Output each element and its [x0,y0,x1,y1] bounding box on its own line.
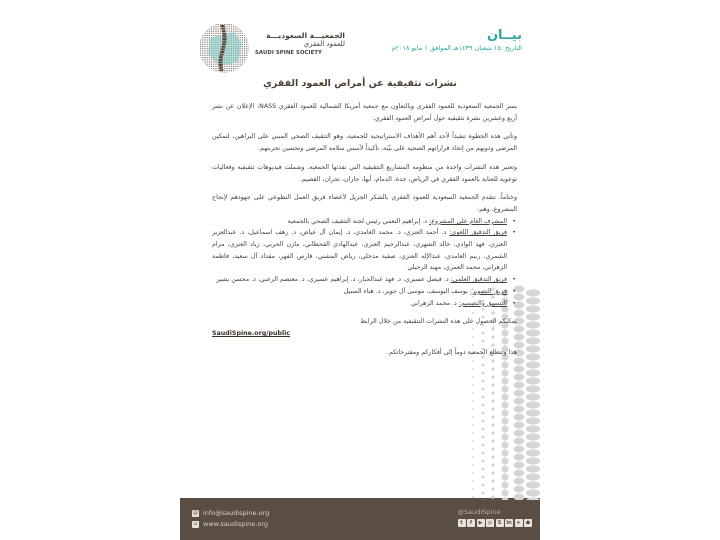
decorative-dot [501,385,508,392]
decorative-dot [491,487,495,491]
decorative-dot [472,408,474,410]
team-role: فريق التصوير: [469,287,507,295]
decorative-dot [491,407,495,411]
decorative-dot [472,456,474,458]
decorative-dot [472,392,474,394]
paragraph-intro: يسر الجمعية السعودية للعمود الفقري وبالتعاون مع جمعية أمريكا الشمالية للعمود الفقري NASS، الإعلان عن نشر أربع وعشرين نشرة تثقيفية حول أمراض العمود الفقري. [212,103,517,122]
team-members: د. محمد الزهراني [410,299,459,307]
team-role: المشرف العام على المشروع: [429,217,507,225]
team-members: د. فيصل عسيري، د. فهد عبدالجبار، د. إبراهيم عسيري، د. معتصم الزعبي، د. محسن بشير [216,276,451,284]
decorative-dot [501,441,508,448]
paragraph-goal: وتأتي هذه الخطوة تنفيذاً لأحد أهم الأهداف الاستراتيجية للجمعية، وهو التثقيف الصحي المبني على البراهين، لتمكين المرضى وذويهم من إتخاذ قراراتهم الصحية على بيّنة، تأكيداً لأسس سلامة المرضى وتحسين تجربتهم. [212,133,517,153]
decorative-dot [472,488,474,490]
paragraph-projects: وتعتبر هذه النشرات واحدة من منظومة المشاريع التثقيفية التي نفذتها الجمعية، وشملت فيديوهات تثقيفية وفعاليات توعوية للعناية بالعمود الفقري في الرياض، جدة، الدمام، أبها، جازان، نجران، القصيم. [212,163,517,183]
decorative-dot [491,367,495,371]
decorative-dot [514,485,525,492]
telegram-icon[interactable]: ➤ [516,520,521,526]
decorative-dot [491,383,495,387]
social-handle: @SaudiSpine [457,508,501,516]
decorative-dot [526,297,540,304]
decorative-dot [501,449,508,456]
decorative-dot [472,464,474,466]
team-item [212,286,507,298]
link-row [212,328,517,340]
decorative-dot [526,345,540,352]
decorative-dot [482,436,485,439]
decorative-dot [514,469,525,476]
team-role: التنسيق والتصميم: [458,299,507,307]
decorative-dot [472,496,474,498]
decorative-dot [514,437,525,444]
decorative-dot [482,476,485,479]
decorative-dot [491,495,495,499]
decorative-dot [482,460,485,463]
decorative-dot [501,409,508,416]
footer-website[interactable]: www.saudispine.org [203,520,269,528]
statement-header [392,28,523,53]
decorative-dot [482,372,485,375]
logo-arabic-line1: الجمعيـــة السعوديـــة [266,31,345,40]
decorative-dot [482,420,485,423]
decorative-dot [526,337,540,344]
decorative-dot [482,444,485,447]
decorative-dot [491,447,495,451]
decorative-dot [491,455,495,459]
decorative-dot [526,329,540,336]
team-role: فريق التدقيق العلمي: [450,276,507,284]
decorative-dot [501,465,508,472]
decorative-dot [472,424,474,426]
decorative-dot [501,489,508,496]
team-item [212,216,507,228]
decorative-dot [472,480,474,482]
decorative-dot [491,375,495,379]
decorative-dot [526,353,540,360]
home-icon: ⌂ [193,521,198,527]
decorative-dot [526,425,540,432]
decorative-dot [526,313,540,320]
decorative-dot [491,479,495,483]
statement-date: التاريخ :١٥ شعبان ١٤٣٩هـ الموافق ١ مايو ٢٠١٨م [391,44,522,52]
decorative-dot [526,465,540,472]
decorative-dot [472,384,474,386]
decorative-dot [526,369,540,376]
decorative-dot [491,471,495,475]
footer-website-row [192,519,269,530]
linkedin-icon[interactable]: in [506,520,512,526]
decorative-dot [491,423,495,427]
statement-title: بيــان [486,28,522,43]
decorative-dot [501,369,508,376]
decorative-dot [482,412,485,415]
decorative-dot [526,433,540,440]
decorative-dot [526,489,540,496]
team-role: فريق التدقيق اللغوي: [449,229,507,237]
logo-arabic-line2: للعمود الفقري [303,40,345,48]
decorative-dot [526,473,540,480]
snapchat-icon[interactable]: S [496,519,504,527]
closing-text: هذا وتتطلع الجمعية دوماً إلى أفكاركم ومقترحاتكم. [386,348,517,356]
decorative-dot [482,468,485,471]
footer-email[interactable]: info@saudispine.org [203,509,270,517]
decorative-dot [514,381,525,388]
decorative-dot [514,413,525,420]
decorative-dot [526,457,540,464]
document-title: نشرات تثقيفية عن أمراض العمود الفقري [263,78,457,89]
access-text: يمكنكم الحصول على هذه النشرات التثقيفية من خلال الرابط [360,318,517,326]
decorative-dot [526,377,540,384]
team-item [212,298,507,310]
decorative-dot [472,448,474,450]
decorative-dot [501,417,508,424]
logo-english: SAUDI SPINE SOCIETY [255,50,322,56]
decorative-dot [482,492,485,495]
decorative-dot [491,415,495,419]
decorative-dot [526,289,540,296]
decorative-dot [491,391,495,395]
decorative-dot [501,457,508,464]
decorative-dot [501,481,508,488]
decorative-dot [472,376,474,378]
decorative-dot [526,441,540,448]
decorative-dot [482,452,485,455]
decorative-dot [526,417,540,424]
decorative-dot [501,393,508,400]
decorative-dot [501,377,508,384]
decorative-dot [526,321,540,328]
decorative-dot [526,409,540,416]
facebook-icon[interactable]: f [467,519,475,527]
footer [180,498,540,540]
decorative-dot [526,481,540,488]
decorative-dot [514,373,525,380]
decorative-dot [526,393,540,400]
decorative-dot [501,401,508,408]
decorative-dot [514,445,525,452]
decorative-dot [472,432,474,434]
document-page [180,0,540,540]
decorative-dot [491,399,495,403]
decorative-dot [514,461,525,468]
decorative-dot [501,473,508,480]
decorative-dot [514,365,525,372]
decorative-dot [491,439,495,443]
decorative-dot [526,385,540,392]
decorative-dot [526,497,540,500]
youtube-icon[interactable]: ▶ [477,519,485,527]
team-members: د. أحمد العنزي، د. محمد الغامدي، د. إيمان آل عياض، د. رهف اسماعيل، د. عبدالعزيز العنزي، فهد الوادي، خالد الشهري، عبدالرحيم العنزي، عبدالهادي القحطاني، مازن الحربي، زياد العنزي، مرام الشمري، رنيم الغامدي، عبدالإله العنزي، صفية مدخلي، رياض المشني، فارس الفهر، مقداد آل سعيد، فاطمة الزهراني، محمد العمري، مهند الرحيلي [212,229,507,272]
decorative-dot [526,305,540,312]
decorative-dot [514,453,525,460]
decorative-dot [472,440,474,442]
instagram-icon[interactable]: ◎ [487,520,493,526]
spine-logo-icon [198,22,250,74]
team-list [212,216,517,310]
decorative-dot [501,433,508,440]
team-members: د. إبراهيم النعمي رئيس لجنة التثقيف الصحي بالجمعية [287,217,430,225]
decorative-dot [472,368,474,370]
twitter-icon[interactable]: t [458,519,466,527]
decorative-dot [501,425,508,432]
footer-email-row [192,508,269,519]
decorative-dot [514,397,525,404]
team-item [212,227,507,274]
decorative-dot [482,428,485,431]
decorative-dot [514,429,525,436]
document-body [212,101,517,365]
social-icons [458,519,533,527]
decorative-dot [482,404,485,407]
decorative-dot [472,400,474,402]
decorative-dot [526,449,540,456]
decorative-dot [472,472,474,474]
decorative-dot [472,416,474,418]
paragraph-thanks: وختاماً، تتقدم الجمعية السعودية للعمود الفقري بالشكر الجزيل لأعضاء فريق العمل التطوعي على جهودهم لإنجاح المشروع، وهم: [212,194,517,213]
public-link[interactable]: SaudiSpine.org/public [212,329,291,337]
decorative-dot [482,484,485,487]
email-icon: @ [193,510,198,516]
decorative-dot [491,463,495,467]
decorative-dot [482,380,485,383]
decorative-dot [514,389,525,396]
decorative-dot [514,477,525,484]
decorative-dot [501,497,508,500]
decorative-dot [514,421,525,428]
decorative-dot [526,361,540,368]
ghost-icon[interactable]: ☗ [525,520,531,526]
decorative-dot [482,396,485,399]
decorative-dot [482,388,485,391]
decorative-dot [526,401,540,408]
decorative-dot [514,493,525,500]
society-logo [198,22,348,77]
decorative-dot [514,405,525,412]
decorative-dot [491,431,495,435]
team-members: يوسف اليوسف، موسى آل جوير، د. هناء السبيل [343,287,470,295]
team-item [212,274,507,286]
